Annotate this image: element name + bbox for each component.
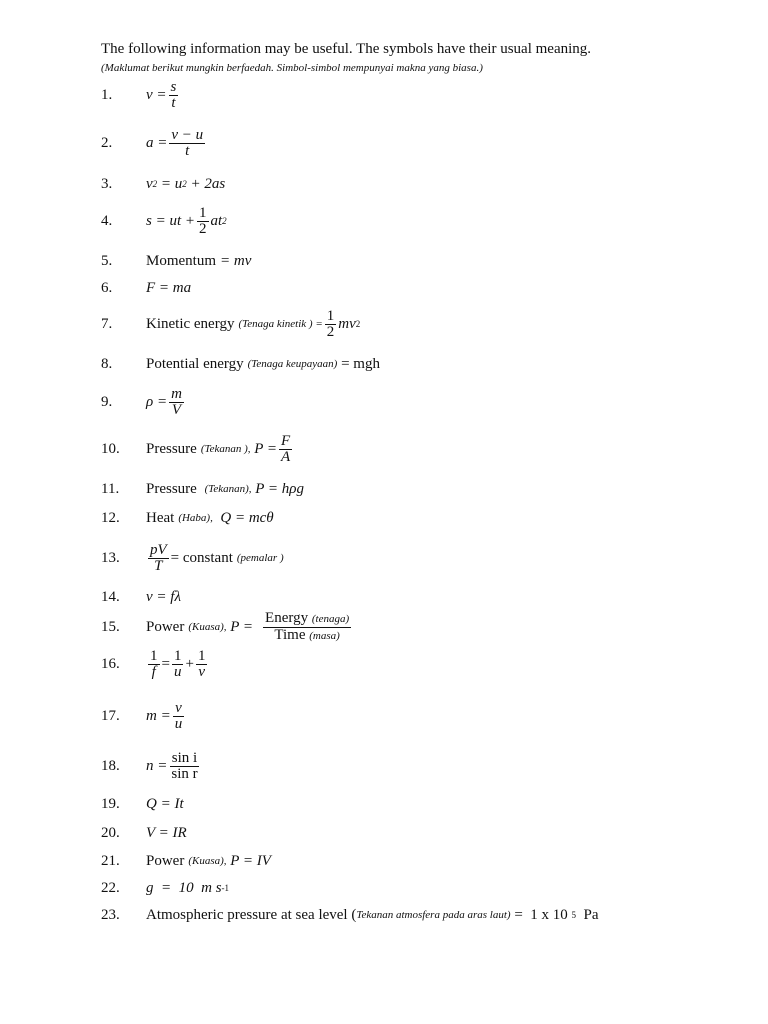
formula-expression: Power (Kuasa), P = $\frac{\text{Energy (tenaga)}}{\text{Time (masa)}}$	[146, 609, 350, 643]
formula-expression: v 2 = u 2 + 2as	[146, 176, 226, 192]
fraction: $\frac{\text{sin i}}{\text{sin r}}$	[171, 749, 198, 782]
formula-number: 14.	[101, 589, 120, 605]
formula-number: 9.	[101, 394, 113, 410]
fraction: $\frac{1}{u}$	[173, 647, 182, 680]
fraction: $\frac{v - u}{t}$	[171, 126, 204, 159]
formula-number: 22.	[101, 880, 120, 896]
formula-expression: v = $\frac{s}{t}$	[146, 78, 177, 111]
formula-expression: $\frac{pV}{T}$ = constant (pemalar )	[150, 541, 284, 574]
fraction: $\frac{1}{2}$	[199, 204, 207, 237]
fraction: $\frac{s}{t}$	[170, 78, 177, 111]
fraction: $\frac{\text{Energy (tenaga)}}{\text{Time (masa)}}$	[265, 609, 350, 643]
formula-number: 10.	[101, 441, 120, 457]
page-title: The following information may be useful. The symbols have their usual meaning.	[101, 41, 592, 57]
fraction: $\frac{1}{v}$	[197, 647, 206, 680]
formula-number: 5.	[101, 253, 113, 269]
fraction: $\frac{1}{f}$	[150, 647, 158, 680]
formula-number: 8.	[101, 356, 113, 372]
formula-number: 23.	[101, 907, 120, 923]
formula-number: 11.	[101, 481, 120, 497]
formula-number: 17.	[101, 708, 120, 724]
formula-number: 4.	[101, 213, 113, 229]
formula-number: 3.	[101, 176, 113, 192]
formula-expression: Power (Kuasa), P = IV	[146, 853, 271, 869]
formula-number: 2.	[101, 135, 113, 151]
formula-expression: Q = It	[146, 796, 184, 812]
formula-number: 19.	[101, 796, 120, 812]
formula-number: 16.	[101, 656, 120, 672]
fraction: $\frac{pV}{T}$	[150, 541, 167, 574]
formula-number: 20.	[101, 825, 120, 841]
formula-expression: Pressure (Tekanan), P = hρg	[146, 481, 304, 497]
formula-number: 18.	[101, 758, 120, 774]
formula-number: 21.	[101, 853, 120, 869]
formula-expression: Atmospheric pressure at sea level ( Tekanan atmosfera pada aras laut) = 1 x 10 5 Pa	[146, 907, 599, 923]
fraction: $\frac{F}{A}$	[281, 432, 291, 465]
formula-expression: g = 10 m s -1	[146, 880, 230, 896]
formula-expression: v = fλ	[146, 589, 181, 605]
formula-expression: n = $\frac{\text{sin i}}{\text{sin r}}$	[146, 749, 198, 782]
formula-number: 7.	[101, 316, 113, 332]
fraction: $\frac{1}{2}$	[326, 307, 335, 340]
formula-expression: Kinetic energy (Tenaga kinetik ) = $\frac{1}{2}$ mv 2	[146, 307, 361, 340]
formula-expression: Momentum = mv	[146, 253, 252, 269]
formula-number: 6.	[101, 280, 113, 296]
formula-expression: Heat (Haba), Q = mcθ	[146, 510, 274, 526]
formula-expression: a = $\frac{v - u}{t}$	[146, 126, 204, 159]
formula-number: 12.	[101, 510, 120, 526]
formula-expression: Pressure (Tekanan ), P = $\frac{F}{A}$	[146, 432, 291, 465]
formula-expression: F = ma	[146, 280, 192, 296]
formula-number: 15.	[101, 619, 120, 635]
page-subtitle: (Maklumat berikut mungkin berfaedah. Simbol-simbol mempunyai makna yang biasa.)	[101, 62, 483, 74]
formula-expression: $\frac{1}{f}$ = $\frac{1}{u}$ + $\frac{1}{v}$	[150, 647, 206, 680]
fraction: $\frac{m}{V}$	[171, 385, 182, 418]
formula-expression: ρ = $\frac{m}{V}$	[146, 385, 182, 418]
formula-number: 13.	[101, 550, 120, 566]
formula-expression: Potential energy (Tenaga keupayaan) = mgh	[146, 356, 380, 372]
formula-expression: V = IR	[146, 825, 187, 841]
formula-expression: s = ut + $\frac{1}{2}$ at 2	[146, 204, 227, 237]
fraction: $\frac{v}{u}$	[174, 699, 183, 732]
formula-expression: m = $\frac{v}{u}$	[146, 699, 183, 732]
formula-number: 1.	[101, 87, 113, 103]
